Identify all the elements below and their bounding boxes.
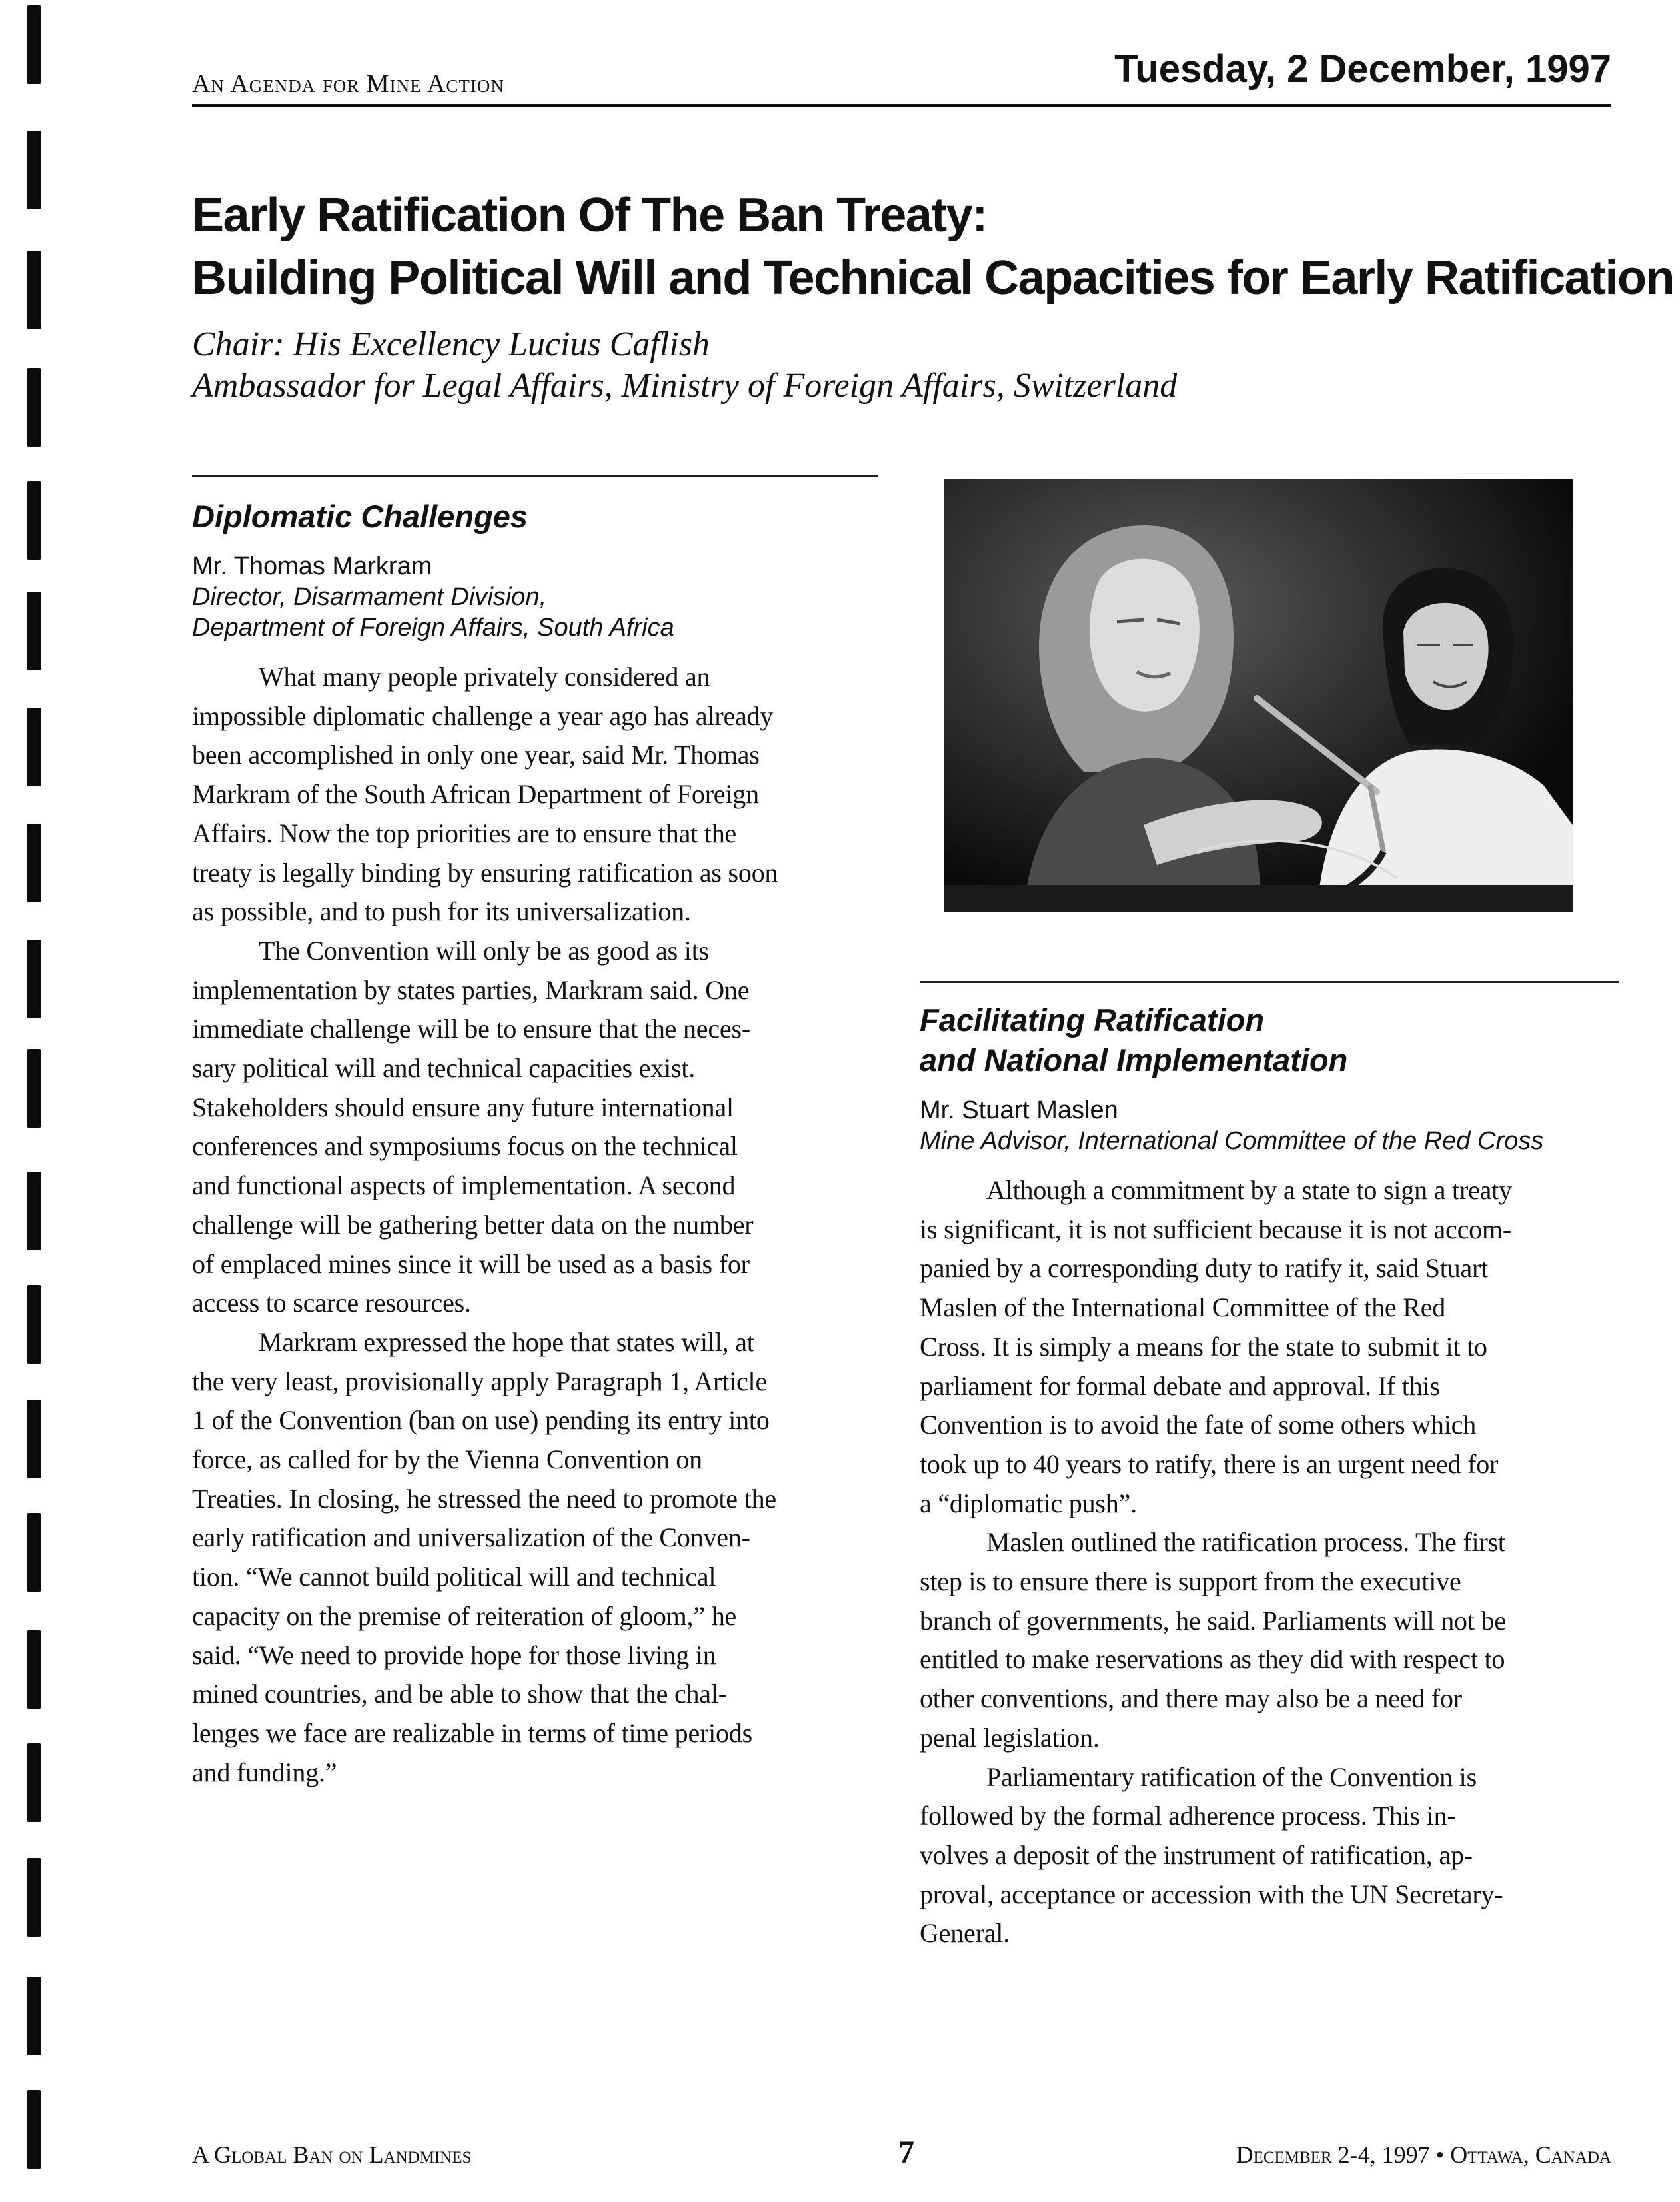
body-line: Stakeholders should ensure any future international (192, 1092, 734, 1122)
body-line: Affairs. Now the top priorities are to ensure that the (192, 818, 737, 848)
header-rule (192, 104, 1611, 107)
body-line: impossible diplomatic challenge a year ago has already (192, 700, 774, 731)
body-line: the very least, provisionally apply Paragraph 1, Article (192, 1366, 767, 1396)
body-line: 1 of the Convention (ban on use) pending its entry into (192, 1405, 770, 1436)
body-line: Maslen of the International Committee of the Red (920, 1292, 1446, 1323)
binding-mark (27, 131, 41, 209)
body-line: proval, acceptance or accession with the UN Secretary- (920, 1879, 1503, 1909)
body-line: branch of governments, he said. Parliaments will not be (920, 1605, 1506, 1636)
binding-mark (27, 368, 41, 447)
body-line: Convention is to avoid the fate of some others which (920, 1410, 1476, 1440)
body-line: The Convention will only be as good as its (259, 935, 709, 966)
body-line: Markram expressed the hope that states will, at (259, 1326, 754, 1357)
body-line: challenge will be gathering better data on the number (192, 1209, 754, 1240)
body-line: tion. “We cannot build political will and technical (192, 1562, 716, 1592)
body-line: Although a commitment by a state to sign a treaty (986, 1175, 1512, 1205)
article-title-line1: Early Ratification Of The Ban Treaty: (192, 189, 987, 242)
binding-mark (27, 708, 41, 786)
section-heading-line1: Facilitating Ratification (920, 1002, 1265, 1038)
binding-mark (27, 940, 41, 1018)
body-line: panied by a corresponding duty to ratify it, said Stuart (920, 1253, 1489, 1284)
body-line: conferences and symposiums focus on the technical (192, 1131, 738, 1162)
section-heading: Diplomatic Challenges (192, 499, 528, 534)
body-line: parliament for formal debate and approval. If this (920, 1370, 1440, 1401)
body-line: Cross. It is simply a means for the state to submit it to (920, 1331, 1487, 1362)
binding-mark (27, 824, 41, 902)
body-line: and funding.” (192, 1757, 337, 1787)
article-body (192, 658, 878, 1792)
speaker-byline (192, 551, 878, 643)
body-line: Treaties. In closing, he stressed the need to promote the (192, 1483, 776, 1514)
body-line: Markram of the South African Department of Foreign (192, 779, 759, 810)
binding-mark (27, 2090, 41, 2169)
body-line: took up to 40 years to ratify, there is an urgent need for (920, 1448, 1499, 1479)
binding-mark (27, 481, 41, 560)
header-date: Tuesday, 2 December, 1997 (1114, 47, 1611, 91)
body-line: capacity on the premise of reiteration of gloom,” he (192, 1600, 737, 1631)
body-line: mined countries, and be able to show that the chal- (192, 1679, 727, 1709)
body-line: step is to ensure there is support from the executive (920, 1566, 1461, 1597)
binding-mark (27, 1858, 41, 1937)
binding-mark (27, 1285, 41, 1364)
body-line: early ratification and universalization of the Conven- (192, 1522, 750, 1553)
body-line: been accomplished in only one year, said Mr. Thomas (192, 740, 760, 770)
body-line: a “diplomatic push”. (920, 1488, 1137, 1518)
body-line: entitled to make reservations as they did with respect to (920, 1644, 1505, 1675)
column-rule (920, 981, 1619, 983)
body-line: Parliamentary ratification of the Convention is (986, 1761, 1477, 1792)
binding-mark (27, 1400, 41, 1478)
binding-marks (15, 0, 55, 2202)
speaker-department: Department of Foreign Affairs, South Africa (192, 614, 674, 642)
body-line: volves a deposit of the instrument of ratification, ap- (920, 1839, 1473, 1870)
body-line: followed by the formal adherence process. This in- (920, 1801, 1456, 1831)
article-title-block (192, 184, 1674, 407)
column-rule (192, 475, 878, 477)
left-column (192, 475, 878, 1792)
right-column (920, 981, 1619, 1953)
chair-title: Ambassador for Legal Affairs, Ministry of Foreign Affairs, Switzerland (192, 367, 1178, 405)
body-line: immediate challenge will be to ensure that the neces- (192, 1014, 750, 1044)
article-body (920, 1171, 1619, 1953)
article-title-line2: Building Political Will and Technical Capacities for Early Ratification (192, 251, 1674, 305)
body-line: other conventions, and there may also be a need for (920, 1683, 1462, 1714)
body-line: Maslen outlined the ratification process. The first (986, 1527, 1505, 1558)
body-line: penal legislation. (920, 1722, 1100, 1753)
body-line: force, as called for by the Vienna Convention on (192, 1444, 702, 1475)
body-line: lenges we face are realizable in terms of time periods (192, 1717, 753, 1748)
body-line: as possible, and to push for its universalization. (192, 896, 691, 927)
body-line: access to scarce resources. (192, 1288, 471, 1318)
speaker-byline (920, 1095, 1619, 1156)
body-line: What many people privately considered an (259, 662, 710, 692)
binding-mark (27, 1172, 41, 1250)
binding-mark (27, 1630, 41, 1709)
body-line: and functional aspects of implementation. A second (192, 1170, 736, 1201)
running-footer (192, 2135, 1611, 2181)
speaker-name: Mr. Stuart Maslen (920, 1096, 1118, 1124)
body-line: is significant, it is not sufficient because it is not accom- (920, 1214, 1511, 1244)
conference-photo (944, 479, 1573, 912)
section-heading-line2: and National Implementation (920, 1042, 1348, 1078)
body-line: treaty is legally binding by ensuring ratification as soon (192, 857, 778, 888)
page-number: 7 (898, 2135, 914, 2170)
footer-event-date-location: December 2-4, 1997 • Ottawa, Canada (1236, 2141, 1611, 2168)
chair-block (192, 324, 1625, 407)
binding-mark (27, 1049, 41, 1128)
binding-mark (27, 251, 41, 329)
running-header (192, 41, 1611, 105)
body-line: of emplaced mines since it will be used as a basis for (192, 1248, 750, 1279)
speaker-title: Director, Disarmament Division, (192, 583, 547, 611)
body-line: General. (920, 1918, 1010, 1949)
body-line: sary political will and technical capacities exist. (192, 1053, 696, 1084)
binding-mark (27, 1977, 41, 2055)
footer-publication: A Global Ban on Landmines (192, 2141, 472, 2168)
section-heading-block (920, 1000, 1619, 1080)
binding-mark (27, 592, 41, 670)
binding-mark (27, 1743, 41, 1822)
body-line: said. “We need to provide hope for those living in (192, 1640, 716, 1670)
speaker-title: Mine Advisor, International Committee of the Red Cross (920, 1127, 1544, 1155)
photo-illustration (944, 479, 1573, 912)
binding-mark (27, 1513, 41, 1592)
speaker-name: Mr. Thomas Markram (192, 552, 432, 580)
binding-mark (27, 5, 41, 84)
chair-name: Chair: His Excellency Lucius Caflish (192, 325, 710, 363)
header-publication-title: An Agenda for Mine Action (192, 70, 504, 98)
body-line: implementation by states parties, Markram said. One (192, 974, 750, 1005)
